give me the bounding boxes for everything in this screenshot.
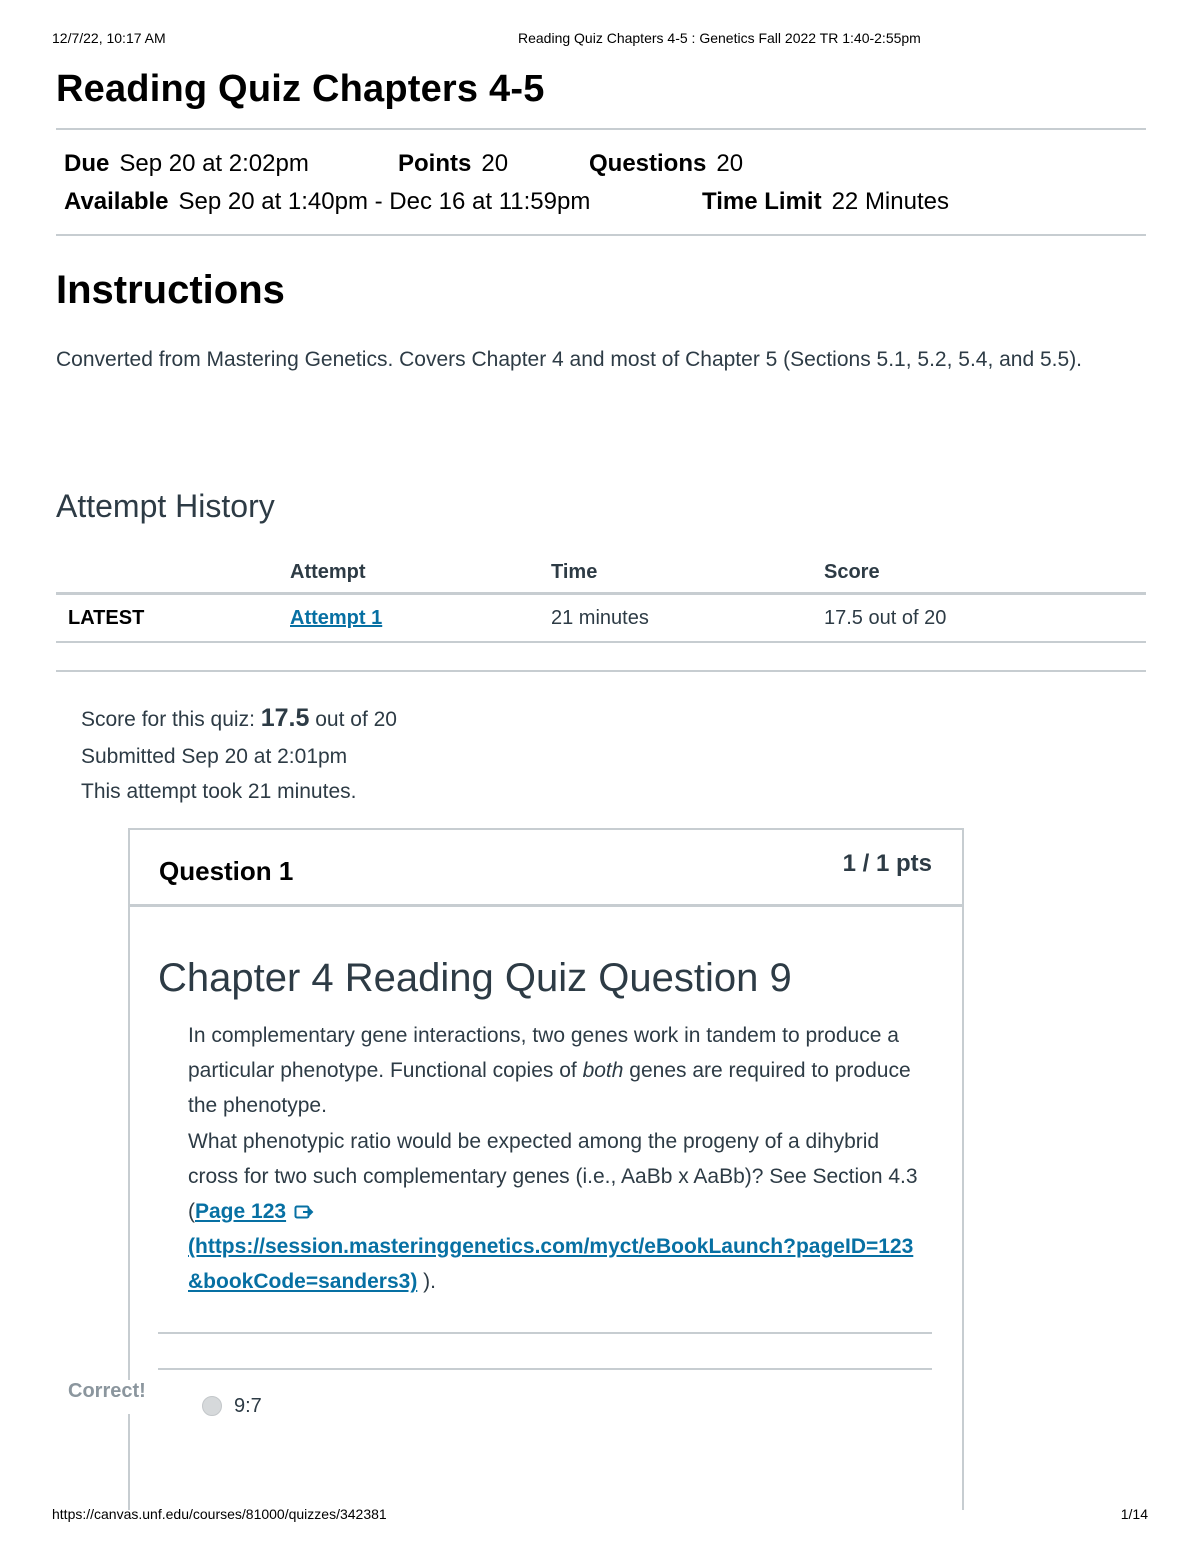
column-header-attempt: Attempt xyxy=(290,552,551,594)
instructions-text: Converted from Mastering Genetics. Covers Chapter 4 and most of Chapter 5 (Sections 5.1, 5.2, 5.4, and 5.5). xyxy=(56,348,1083,371)
due-value: Sep 20 at 2:02pm xyxy=(119,150,309,177)
attempt-duration: This attempt took 21 minutes. xyxy=(81,780,357,803)
available-value: Sep 20 at 1:40pm - Dec 16 at 11:59pm xyxy=(178,188,591,215)
score-suffix: out of 20 xyxy=(309,708,397,731)
question-header xyxy=(130,830,962,907)
question-divider xyxy=(158,1332,932,1334)
answer-label: 9:7 xyxy=(234,1395,262,1417)
question-heading: Chapter 4 Reading Quiz Question 9 xyxy=(158,956,792,1000)
title-divider xyxy=(56,128,1146,130)
question-text xyxy=(188,1018,918,1300)
attempt-history-heading: Attempt History xyxy=(56,488,275,524)
attempt-time: 21 minutes xyxy=(551,594,824,643)
column-header-status xyxy=(56,552,290,594)
print-datetime: 12/7/22, 10:17 AM xyxy=(52,30,166,46)
question-paragraph-2 xyxy=(188,1124,918,1300)
attempt-link[interactable]: Attempt 1 xyxy=(290,606,383,629)
print-page-number: 1/14 xyxy=(1120,1506,1148,1522)
details-divider xyxy=(56,234,1146,236)
question-points: 1 / 1 pts xyxy=(842,850,932,877)
quiz-title: Reading Quiz Chapters 4-5 xyxy=(56,68,545,110)
questions-detail xyxy=(589,150,743,178)
column-header-score: Score xyxy=(824,552,1146,594)
table-row xyxy=(56,594,1146,643)
question-card xyxy=(128,828,964,1510)
question-text-part: genes are required to produce the phenotype. xyxy=(188,1059,911,1118)
ebook-link-url[interactable]: (https://session.masteringgenetics.com/myct/eBookLaunch?pageID=123&bookCode=sanders3) xyxy=(188,1235,914,1294)
external-link-icon xyxy=(294,1204,314,1220)
answers-divider xyxy=(158,1368,932,1370)
points-label: Points xyxy=(398,150,472,177)
attempt-status: LATEST xyxy=(56,594,290,643)
instructions-heading: Instructions xyxy=(56,268,285,312)
score-value: 17.5 xyxy=(260,704,310,732)
correct-answer-flag: Correct! xyxy=(68,1380,186,1414)
print-footer xyxy=(52,1506,1148,1526)
table-header-row xyxy=(56,552,1146,594)
available-detail xyxy=(64,188,590,216)
due-detail xyxy=(64,150,309,178)
time-limit-detail xyxy=(702,188,949,216)
submitted-text: Submitted Sep 20 at 2:01pm xyxy=(81,745,348,768)
print-url: https://canvas.unf.edu/courses/81000/quizzes/342381 xyxy=(52,1506,387,1522)
column-header-time: Time xyxy=(551,552,824,594)
questions-label: Questions xyxy=(589,150,707,177)
questions-value: 20 xyxy=(716,150,744,177)
question-emphasis: both xyxy=(582,1059,624,1083)
points-value: 20 xyxy=(481,150,509,177)
ebook-link-text[interactable]: Page 123 xyxy=(195,1200,287,1224)
print-page-title: Reading Quiz Chapters 4-5 : Genetics Fall 2022 TR 1:40-2:55pm xyxy=(518,30,921,46)
attempt-history-table xyxy=(56,552,1146,643)
ebook-page-link[interactable] xyxy=(188,1200,913,1293)
attempt-score: 17.5 out of 20 xyxy=(824,594,1146,643)
question-paragraph-1 xyxy=(188,1018,918,1124)
quiz-score xyxy=(81,704,397,733)
score-prefix: Score for this quiz: xyxy=(81,708,261,731)
question-name: Question 1 xyxy=(159,856,294,886)
radio-button[interactable] xyxy=(202,1396,222,1416)
question-text-part: In complementary gene interactions, two genes work in tandem to produce a particular phenotype. Functional copies of xyxy=(188,1024,899,1083)
time-limit-value: 22 Minutes xyxy=(831,188,949,215)
history-divider xyxy=(56,670,1146,672)
points-detail xyxy=(398,150,508,178)
question-text-part: What phenotypic ratio would be expected among the progeny of a dihybrid cross for two such complementary genes (i.e., AaBb x AaBb)? See Section 4.3 ( xyxy=(188,1129,918,1224)
time-limit-label: Time Limit xyxy=(702,188,822,215)
question-text-end: ). xyxy=(417,1270,436,1294)
due-label: Due xyxy=(64,150,110,177)
print-header xyxy=(52,30,1148,50)
available-label: Available xyxy=(64,188,169,215)
